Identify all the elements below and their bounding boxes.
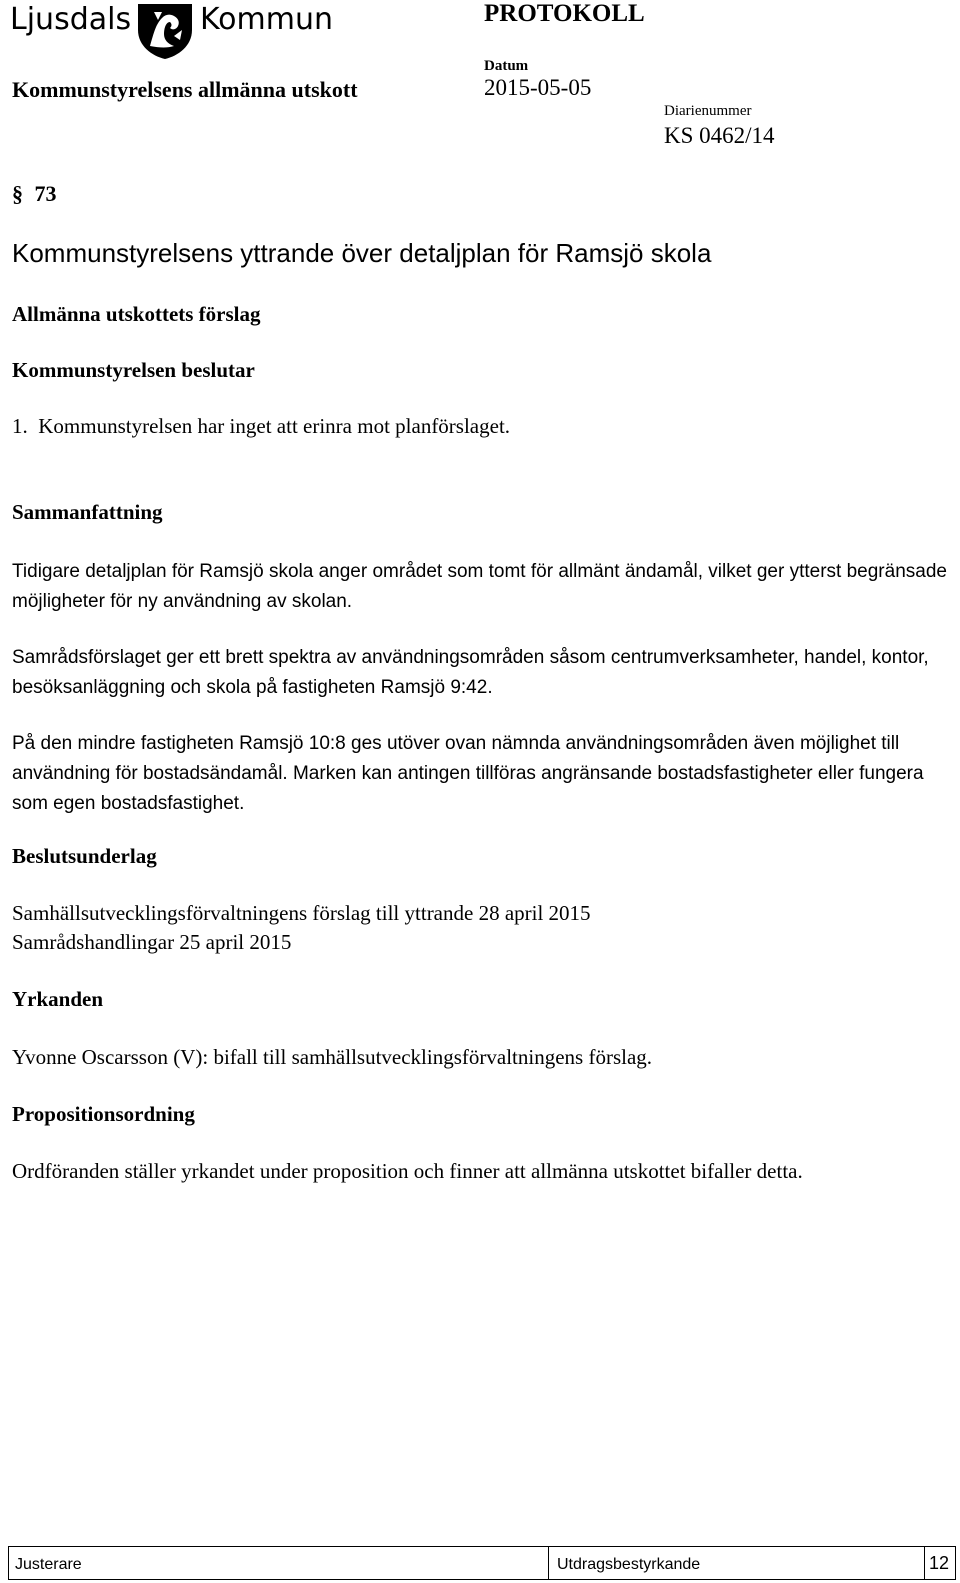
coat-of-arms-icon	[134, 2, 196, 60]
proposal-heading: Allmänna utskottets förslag	[12, 302, 261, 326]
logo-left-word: Ljusdals	[10, 2, 132, 37]
document-type: PROTOKOLL	[484, 0, 645, 27]
footer-cell-page	[925, 1547, 955, 1579]
summary-paragraph: Tidigare detaljplan för Ramsjö skola anger området som tomt för allmänt ändamål, vilket ger ytterst begränsade möjligheter för ny användning av skolan.	[12, 561, 947, 612]
motions-text: Yvonne Oscarsson (V): bifall till samhällsutvecklingsförvaltningens förslag.	[12, 1045, 653, 1069]
page-title: Kommunstyrelsens yttrande över detaljplan för Ramsjö skola	[12, 238, 712, 268]
signature-footer	[8, 1546, 956, 1580]
date-label: Datum	[484, 58, 529, 74]
basis-item: Samrådshandlingar 25 april 2015	[12, 930, 292, 954]
summary-paragraph: På den mindre fastigheten Ramsjö 10:8 ges utöver ovan nämnda användningsområden även möjlighet till användning för bostadsändamål. Marken kan antingen tillföras angränsande bostadsfastigheter eller fungera som egen bostadsfastighet.	[12, 733, 924, 814]
committee-name: Kommunstyrelsens allmänna utskott	[12, 77, 358, 102]
paragraph-symbol: §	[12, 181, 23, 206]
footer-cell-justerare	[9, 1547, 549, 1579]
proposition-heading: Propositionsordning	[12, 1102, 195, 1126]
footer-cell-utdragsbestyrkande	[549, 1547, 925, 1579]
basis-item: Samhällsutvecklingsförvaltningens förslag till yttrande 28 april 2015	[12, 901, 591, 925]
motions-heading: Yrkanden	[12, 987, 104, 1011]
logo-right-word: Kommun	[200, 2, 334, 37]
page-number: 12	[929, 1553, 950, 1573]
registration-value: KS 0462/14	[664, 123, 775, 148]
registration-label: Diarienummer	[664, 103, 752, 119]
footer-label-justerare: Justerare	[15, 1556, 82, 1573]
footer-label-utdragsbestyrkande: Utdragsbestyrkande	[557, 1556, 701, 1573]
summary-paragraph: Samrådsförslaget ger ett brett spektra av användningsområden såsom centrumverksamheter, handel, kontor, besöksanläggning och skola på fastigheten Ramsjö 9:42.	[12, 647, 929, 698]
paragraph-number	[12, 181, 57, 207]
decision-heading: Kommunstyrelsen beslutar	[12, 358, 255, 382]
proposition-text: Ordföranden ställer yrkandet under proposition och finner att allmänna utskottet bifaller detta.	[12, 1159, 803, 1183]
decision-item: 1. Kommunstyrelsen har inget att erinra mot planförslaget.	[12, 414, 511, 438]
basis-heading: Beslutsunderlag	[12, 844, 157, 868]
paragraph-number-value: 73	[34, 181, 57, 206]
summary-heading: Sammanfattning	[12, 500, 163, 524]
date-value: 2015-05-05	[484, 75, 592, 100]
